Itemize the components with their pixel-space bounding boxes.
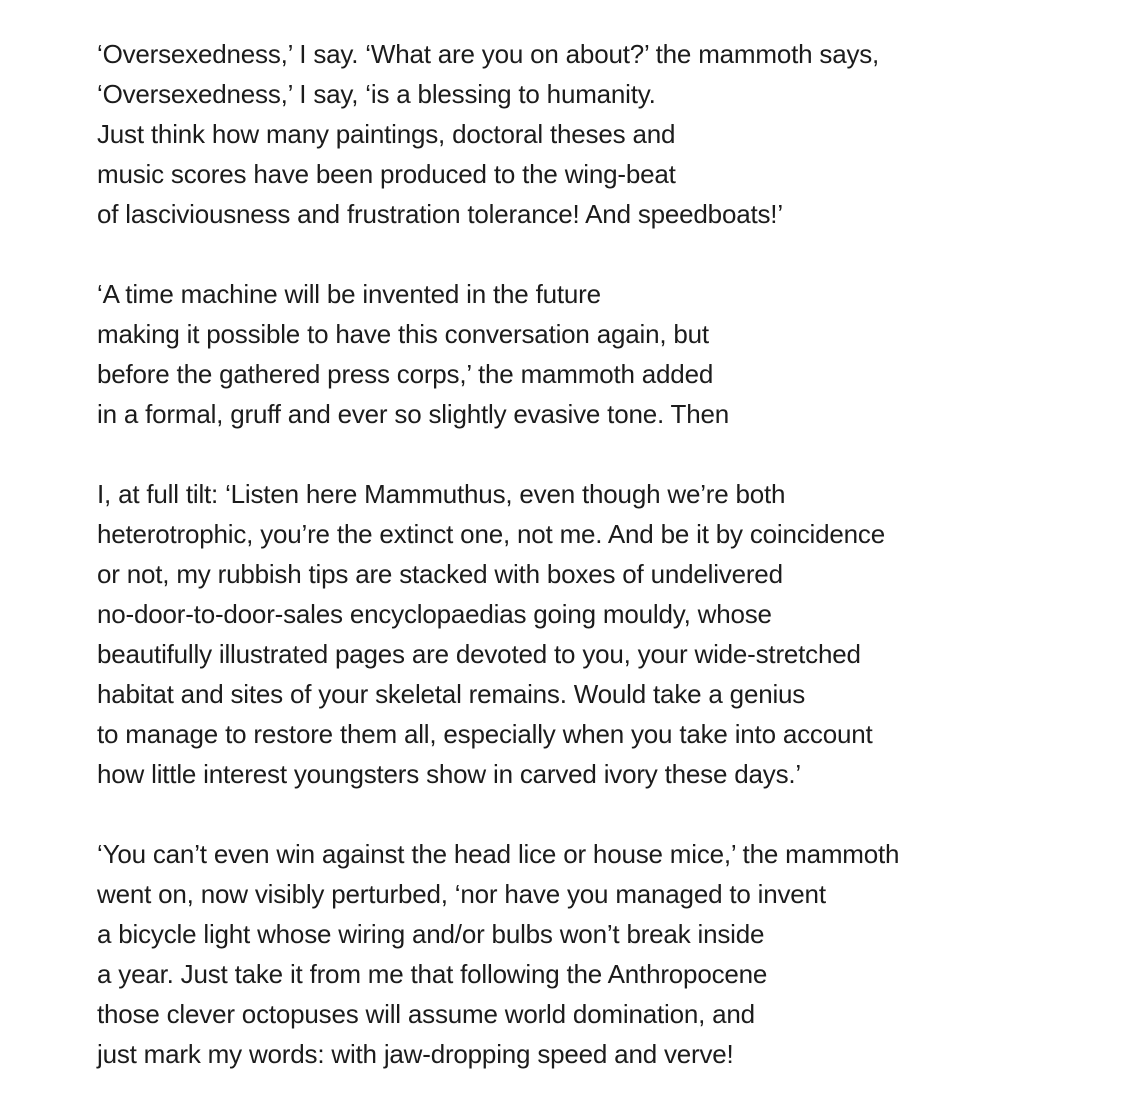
poem-line: or not, my rubbish tips are stacked with boxes of undelivered (97, 559, 783, 589)
poem-line: of lasciviousness and frustration tolerance! And speedboats!’ (97, 199, 783, 229)
poem-line: habitat and sites of your skeletal remains. Would take a genius (97, 679, 806, 709)
poem-line: a year. Just take it from me that following the Anthropocene (97, 959, 768, 989)
poem-line: heterotrophic, you’re the extinct one, not me. And be it by coincidence (97, 519, 885, 549)
poem-line: ‘You can’t even win against the head lice or house mice,’ the mammoth (97, 839, 900, 869)
poem-line: those clever octopuses will assume world domination, and (97, 999, 755, 1029)
poem-text (97, 34, 1107, 1074)
poem-line: a bicycle light whose wiring and/or bulbs won’t break inside (97, 919, 765, 949)
poem-line: beautifully illustrated pages are devoted to you, your wide-stretched (97, 639, 861, 669)
poem-line: music scores have been produced to the wing-beat (97, 159, 676, 189)
poem-line: in a formal, gruff and ever so slightly evasive tone. Then (97, 399, 730, 429)
poem-line: Just think how many paintings, doctoral theses and (97, 119, 676, 149)
stanza (97, 274, 1107, 434)
poem-line: before the gathered press corps,’ the mammoth added (97, 359, 714, 389)
poem-line: how little interest youngsters show in carved ivory these days.’ (97, 759, 801, 789)
poem-line: ‘Oversexedness,’ I say, ‘is a blessing to humanity. (97, 79, 656, 109)
stanza (97, 474, 1107, 794)
poem-line: ‘Oversexedness,’ I say. ‘What are you on about?’ the mammoth says, (97, 39, 880, 69)
poem-line: I, at full tilt: ‘Listen here Mammuthus, even though we’re both (97, 479, 786, 509)
poem-line: went on, now visibly perturbed, ‘nor have you managed to invent (97, 879, 826, 909)
stanza (97, 834, 1107, 1074)
poem-line: to manage to restore them all, especially when you take into account (97, 719, 873, 749)
poem-line: no-door-to-door-sales encyclopaedias going mouldy, whose (97, 599, 772, 629)
poem-line: just mark my words: with jaw-dropping speed and verve! (97, 1039, 734, 1069)
poem-line: making it possible to have this conversation again, but (97, 319, 709, 349)
poem-line: ‘A time machine will be invented in the future (97, 279, 601, 309)
stanza (97, 34, 1107, 234)
